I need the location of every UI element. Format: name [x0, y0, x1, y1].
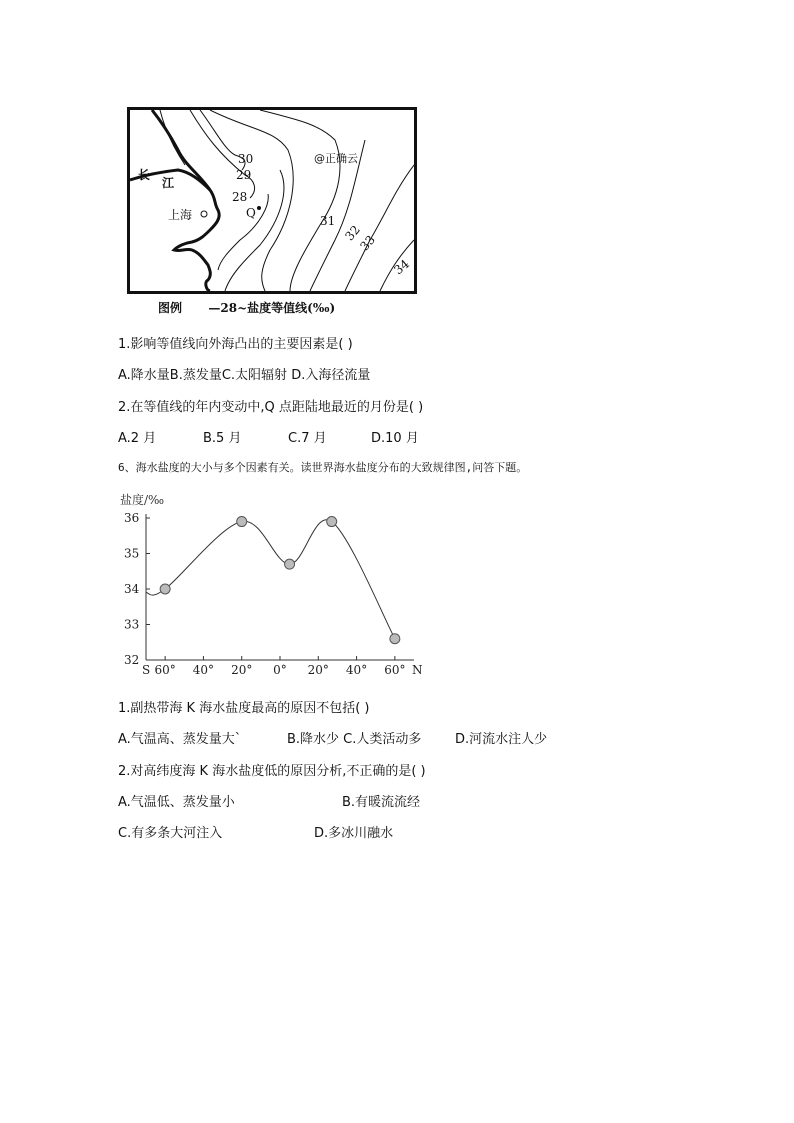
question-2-option-a: A.2 月 — [118, 431, 157, 446]
x-tick-label: 20° — [307, 663, 329, 677]
question-2-stem: 2.在等值线的年内变动中,Q 点距陆地最近的月份是( ) — [118, 400, 424, 415]
legend-sample-value: 28 — [220, 301, 238, 315]
x-tick-label: 40° — [192, 663, 215, 677]
isoline-label-31: 31 — [320, 214, 336, 228]
question-b2-option-d: D.多冰川融水 — [314, 826, 394, 841]
isoline-label-34: 34 — [391, 256, 412, 278]
legend-title: 图例 — [158, 301, 183, 315]
x-tick-label: 0° — [273, 663, 287, 677]
isoline-label-30: 30 — [238, 152, 254, 166]
question-b2-option-c: C.有多条大河注入 — [118, 826, 223, 841]
question-b1-option-bc: B.降水少 C.人类活动多 — [287, 732, 422, 747]
map-drawing — [130, 110, 414, 291]
question-b2-option-b: B.有暖流流经 — [342, 795, 421, 810]
question-2-option-d: D.10 月 — [371, 431, 419, 446]
section-6-intro: 6、海水盐度的大小与多个因素有关。读世界海水盐度分布的大致规律图,问答下题。 — [118, 461, 528, 474]
watermark: @正确云 — [314, 152, 358, 165]
question-b1-stem: 1.副热带海 K 海水盐度最高的原因不包括( ) — [118, 701, 370, 716]
data-point — [327, 517, 337, 527]
isoline-label-33: 33 — [357, 232, 378, 254]
label-jiang: 江 — [162, 176, 175, 190]
y-tick-label: 32 — [124, 653, 140, 667]
question-1-stem: 1.影响等值线向外海凸出的主要因素是( ) — [118, 337, 353, 352]
data-point — [237, 517, 247, 527]
x-tick-label: N — [412, 663, 423, 677]
legend-line-left: — — [208, 301, 221, 315]
data-point — [285, 559, 295, 569]
coastline — [152, 110, 219, 291]
isoline-label-32: 32 — [342, 222, 363, 244]
salinity-chart-svg — [118, 488, 428, 678]
y-tick-label: 35 — [124, 546, 140, 561]
data-point — [390, 634, 400, 644]
x-tick-label: 40° — [345, 663, 368, 677]
salinity-map — [127, 107, 417, 294]
question-1-options: A.降水量B.蒸发量C.太阳辐射 D.入海径流量 — [118, 368, 371, 383]
map-legend — [158, 299, 335, 316]
question-2-option-c: C.7 月 — [288, 431, 327, 446]
salinity-curve — [146, 520, 395, 639]
isoline-label-29: 29 — [236, 168, 252, 182]
x-tick-label: 20° — [231, 663, 253, 677]
y-tick-label: 34 — [124, 582, 140, 596]
x-tick-label: 60° — [154, 663, 176, 677]
legend-description: 盐度等值线(‰) — [247, 301, 336, 315]
x-tick-label: S — [142, 663, 151, 677]
legend-line-right: ~ — [237, 301, 248, 315]
y-axis-label: 盐度/‰ — [120, 493, 165, 507]
isoline-30-b — [210, 110, 293, 291]
isoline-28 — [218, 194, 268, 270]
salinity-chart — [118, 488, 428, 678]
question-b1-option-d: D.河流水注人少 — [455, 732, 548, 747]
isoline-31 — [260, 110, 340, 291]
data-point — [160, 584, 170, 594]
label-shanghai: 上海 — [168, 208, 193, 222]
question-2-option-b: B.5 月 — [203, 431, 242, 446]
question-b2-stem: 2.对高纬度海 K 海水盐度低的原因分析,不正确的是( ) — [118, 764, 426, 779]
question-b2-option-a: A.气温低、蒸发量小 — [118, 795, 235, 810]
question-b1-option-a: A.气温高、蒸发量大` — [118, 732, 242, 747]
shanghai-marker — [201, 211, 207, 217]
label-q: Q — [246, 206, 256, 220]
y-tick-label: 33 — [124, 617, 140, 632]
q-point — [257, 206, 261, 210]
label-chang: 长 — [138, 168, 151, 182]
isoline-label-28: 28 — [232, 190, 248, 204]
y-tick-label: 36 — [124, 511, 140, 525]
x-tick-label: 60° — [384, 663, 406, 677]
